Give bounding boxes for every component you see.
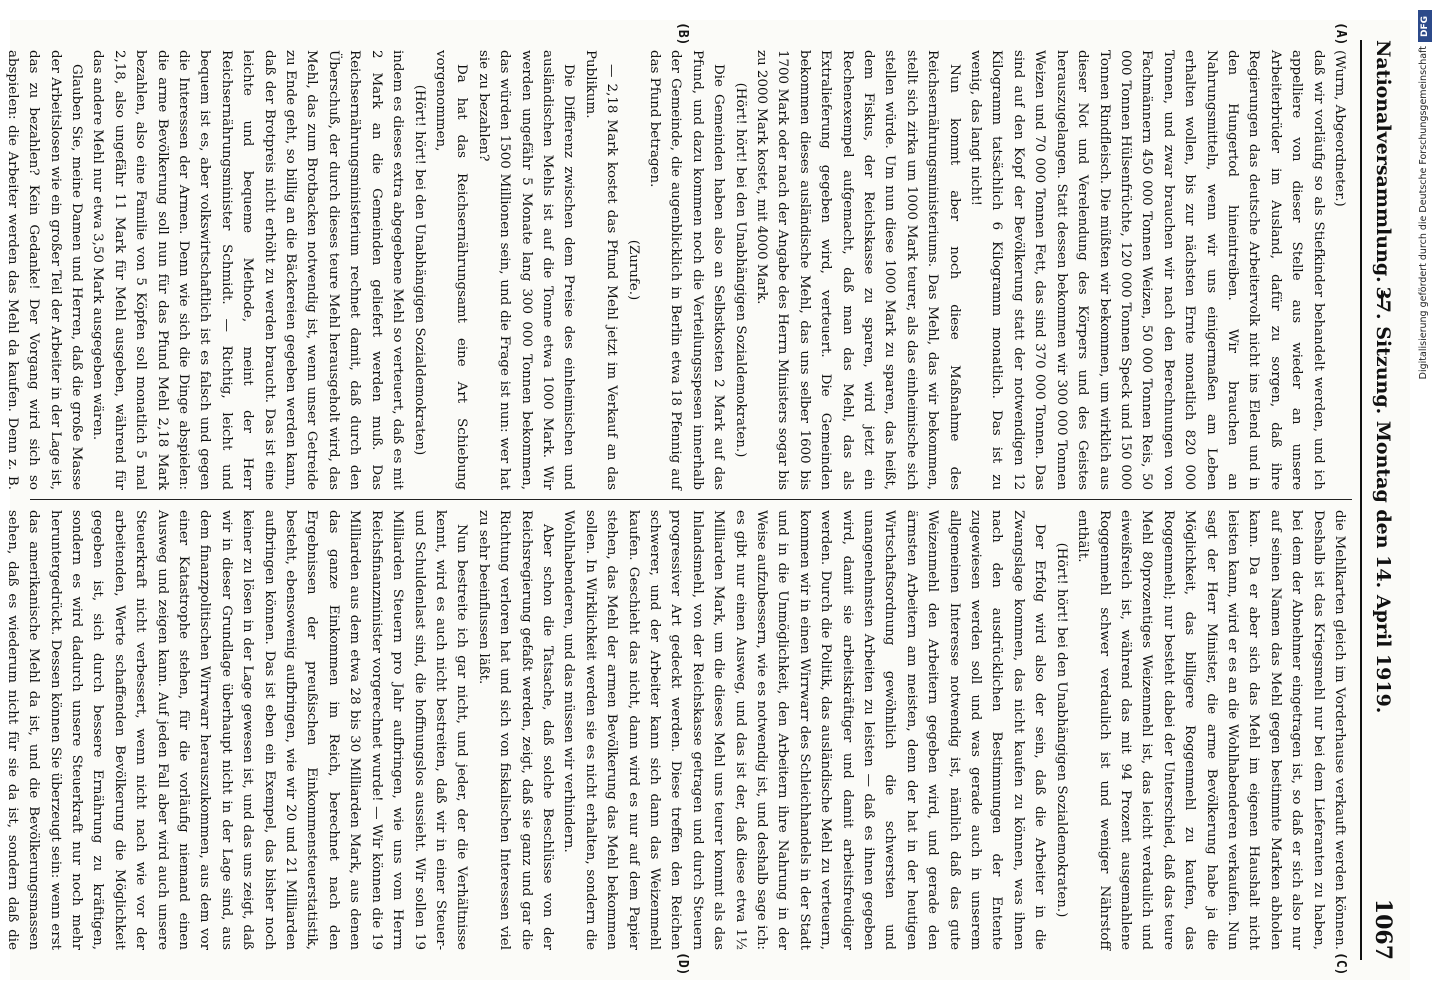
paragraph: Die Gemeinden haben also an Selbstkosten 2 Mark auf das Pfund, und dazu kommen noch die Verteilungsspesen innerhalb der Gemeinde, die augenblicklich in Berlin etwa 18 Pfennig auf das Pfund betragen. (647, 50, 727, 490)
right-column (4, 510, 1350, 950)
margin-marker-d: (D) (675, 952, 690, 976)
paragraph: Nun kommt aber noch diese Maßnahme des Reichsernährungsministeriums. Das Mehl, das wir bekommen, stellt sich zirka um 1000 Mark teurer, als das einheimische sich stellen würde. Um nun diese 1000 Mark zu sparen, das heißt, dem Fiskus, der Reichskasse zu sparen, wird jetzt ein Rechenexempel aufgemacht, daß man das Mehl, das als Extralieferung gegeben wird, verteuert. Die Gemeinden bekommen dieses ausländische Mehl, das uns selber 1600 bis 1700 Mark oder nach der Angabe des Herrn Ministers sogar bis zu 2000 Mark kostet, mit 4000 Mark. (754, 50, 962, 490)
paragraph: — 2,18 Mark kostet das Pfund Mehl jetzt im Verkauf an das Publikum. (582, 50, 620, 490)
interjection: (Hört! hört! bei den Unabhängigen Sozialdemokraten.) (1053, 542, 1069, 918)
page-header (1360, 40, 1402, 960)
paragraph: Da hat das Reichsernährungsamt eine Art Schiebung vorgenommen, (432, 50, 470, 490)
interjection: (Hört! hört! bei den Unabhängigen Sozialdemokraten.) (732, 82, 748, 458)
header-title: 37. Sitzung. Montag den 14. April 1919. (1372, 286, 1394, 714)
paragraph: die Mehlkarten gleich im Vorderhause verkauft werden können. Deshalb ist das Kriegsmehl nur bei dem Lieferanten zu haben, bei dem der Abnehmer eingetragen ist, so daß er sich also nur auf seinen Namen das Mehl gegen bestimmte Marken abholen kann. Da er aber sich das Mehl im eigenen Haushalt nicht leisten kann, wird er es an die Wohlhabenderen verkaufen. Nun sagt der Herr Minister, die arme Bevölkerung habe ja die Möglichkeit, das billigere Roggenmehl zu kaufen, das Roggenmehl; nur besteht dabei der Unterschied, daß das teure Mehl 80prozentiges Weizenmehl ist, das leicht verdaulich und eiweißreich ist, während das mit 94 Prozent ausgemahlene Roggenmehl schwer verdaulich ist und weniger Nährstoff enthält. (1075, 510, 1347, 950)
paragraph: daß wir vorläufig so als Stiefkinder behandelt werden, und ich appelliere von dieser Stelle aus wieder an unsere Arbeiterbrüder im Ausland, dafür zu sorgen, daß ihre Regierungen das deutsche Arbeitervolk nicht ins Elend und in den Hungertod hineintreiben. Wir brauchen an Nahrungsmitteln, wenn wir uns einigermaßen am Leben erhalten wollen, bis zur nächsten Ernte monatlich 820 000 Tonnen, und zwar brauchen wir nach den Berechnungen von Fachmännern 450 000 Tonnen Weizen, 50 000 Tonnen Reis, 50 000 Tonnen Hülsenfrüchte, 120 000 Tonnen Speck und 150 000 Tonnen Rindfleisch. Die müßten wir bekommen, um wirklich aus dieser Not und Verelendung des Körpers und des Geistes herauszugelangen. Statt dessen bekommen wir 300 000 Tonnen Weizen und 70 000 Tonnen Fett, das sind 370 000 Tonnen. Das sind auf den Kopf der Bevölkerung statt der notwendigen 12 Kilogramm tatsächlich 6 Kilogramm monatlich. Das ist zu wenig, das langt nicht! (968, 50, 1326, 490)
margin-marker-a: (A) (1333, 22, 1348, 46)
paragraph: Aber schon die Tatsache, daß solche Beschlüsse von der Reichsregierung gefaßt werden, zeigt, daß sie ganz und gar die Richtung verloren hat und sich von fiskalischen Interessen viel zu sehr beeinflussen läßt. (475, 510, 555, 950)
interjection: (Zurufe.) (625, 239, 641, 301)
margin-marker-b: (B) (675, 22, 690, 46)
paragraph: Die Differenz zwischen dem Preise des einheimischen und ausländischen Mehls ist auf die Tonne etwa 1000 Mark. Wir werden ungefähr 5 Monate lang 300 000 Tonnen bekommen, das würden 1500 Millionen sein, und die Frage ist nun: wer hat sie zu bezahlen? (475, 50, 577, 490)
margin-marker-c: (C) (1333, 952, 1348, 976)
paragraph: Glauben Sie, meine Damen und Herren, daß die große Masse der Arbeitslosen wie ein großer Teil der Arbeiter in der Lage ist, das zu bezahlen? Kein Gedanke! Der Vorgang wird sich so abspielen: die Arbeiter werden das Mehl da kaufen. Denn z. B. (4, 50, 85, 490)
digitization-credit (1418, 10, 1432, 990)
document-page (4, 20, 1410, 980)
page-number: 1067 (1370, 898, 1396, 960)
credit-text: Digitalisierung gefördert durch die Deutsche Forschungsgemeinschaft (1418, 46, 1429, 380)
paragraph: indem es dieses extra abgegebene Mehl so verteuert, daß es mit 2 Mark an die Gemeinden geliefert werden muß. Das Reichsernährungsministerium rechnet damit, daß durch den Überschuß, der durch dieses teure Mehl herausgeholt wird, das Mehl, das zum Brotbacken notwendig ist, wenn unser Getreide zu Ende geht, so billig an die Bäckereien gegeben werden kann, daß der Brotpreis nicht erhöht zu werden braucht. Das ist eine leichte und bequeme Methode, meint der Herr Reichsernährungsminister Schmidt. — Richtig, leicht und bequem ist es, aber volkswirtschaftlich ist es falsch und gegen die Interessen der Armen. Denn wie sich die Dinge abspielen: die arme Bevölkerung soll nun für das Pfund Mehl 2,18 Mark bezahlen, also eine Familie von 5 Köpfen soll monatlich 5 mal 2,18, also ungefähr 11 Mark für Mehl ausgeben, während für das andere Mehl nur etwa 3,50 Mark ausgegeben wären. (90, 50, 406, 490)
left-column (4, 50, 1350, 490)
paragraph: (Wurm, Abgeordneter.) (1332, 50, 1347, 207)
dfg-logo: DFG (1418, 10, 1432, 42)
paragraph: Nun bestreite ich gar nicht, und jeder, der die Verhältnisse kennt, wird es auch nicht bestreiten, daß wir in einer Steuer- und Schuldenlast sind, die hoffnungslos aussieht. Wir sollen 19 Milliarden Steuern pro Jahr aufbringen, wie uns vom Herrn Reichsfinanzminister vorgerechnet wurde! — Wir können die 19 Milliarden aus dem etwa 28 bis 30 Milliarden Mark, aus denen das ganze Einkommen im Reich, berechnet nach den Ergebnissen der preußischen Einkommensteuerstatistik, besteht, ebensowenig aufbringen, wie wir 20 und 21 Milliarden aufbringen können. Das ist eben ein Exempel, das bisher noch keiner zu lösen in der Lage gewesen ist, und das uns zeigt, daß wir in dieser Grundlage überhaupt nicht in der Lage sind, aus dem finanzpolitischen Wirrwarr herauszukommen, aus dem vor einer Katastrophe stehen, für die vorläufig niemand einen Ausweg und zeigen kann. Auf jeden Fall aber wird auch unsere Steuerkraft nicht verbessert, wenn nicht nach wie vor der arbeitenden, Werte schaffenden Bevölkerung die Möglichkeit gegeben ist, sich durch bessere Ernährung zu kräftigen, sondern es wird dadurch unsere Steuerkraft nur noch mehr heruntergedrückt. Dessen können Sie überzeugt sein: wenn erst das amerikanische Mehl da ist, und die Bevölkerungsmassen sehen, daß es wiederum nicht für sie da ist, sondern daß die (4, 510, 470, 950)
header-left: Nationalversammlung. — (1372, 40, 1394, 309)
paragraph: Der Erfolg wird also der sein, daß die Arbeiter in die Zwangslage kommen, das nicht kaufen zu können, was ihnen nach den ausdrücklichen Bestimmungen der Entente zugewiesen werden soll und was gerade auch in unserem allgemeinen Interesse notwendig ist, nämlich daß das gute Weizenmehl den Arbeitern gegeben wird, und gerade den ärmsten Arbeitern am meisten, denn der hat in der heutigen Wirtschaftsordnung gewöhnlich die schwersten und unangenehmsten Arbeiten zu leisten — daß es ihnen gegeben wird, damit sie arbeitskräftiger und damit arbeitsfreudiger werden. Durch die Politik, das ausländische Mehl zu verteuern, kommen wir in einen Wirrwarr des Schleichhandels in der Stadt und in die Unmöglichkeit, den Arbeitern ihre Nahrung in der Weise aufzubessern, wie es notwendig ist, und deshalb sage ich: es gibt nur einen Ausweg, und das ist der, daß diese etwa 1½ Milliarden Mark, um die dieses Mehl uns teurer kommt als das Inlandsmehl, von der Reichskasse getragen und durch Steuern progressiver Art gedeckt werden. Diese treffen den Reichen schwerer, und der Arbeiter kann sich dann das Weizenmehl kaufen. Geschieht das nicht, dann wird es nur auf dem Papier stehen, das Mehl der armen Bevölkerung das Mehl bekommen sollen. In Wirklichkeit werden sie es nicht erhalten, sondern die Wohlhabenderen, und das müssen wir verhindern. (561, 510, 1048, 950)
interjection: (Hört! hört! bei den Unabhängigen Sozialdemokraten) (411, 84, 427, 456)
column-divider (30, 499, 1352, 500)
